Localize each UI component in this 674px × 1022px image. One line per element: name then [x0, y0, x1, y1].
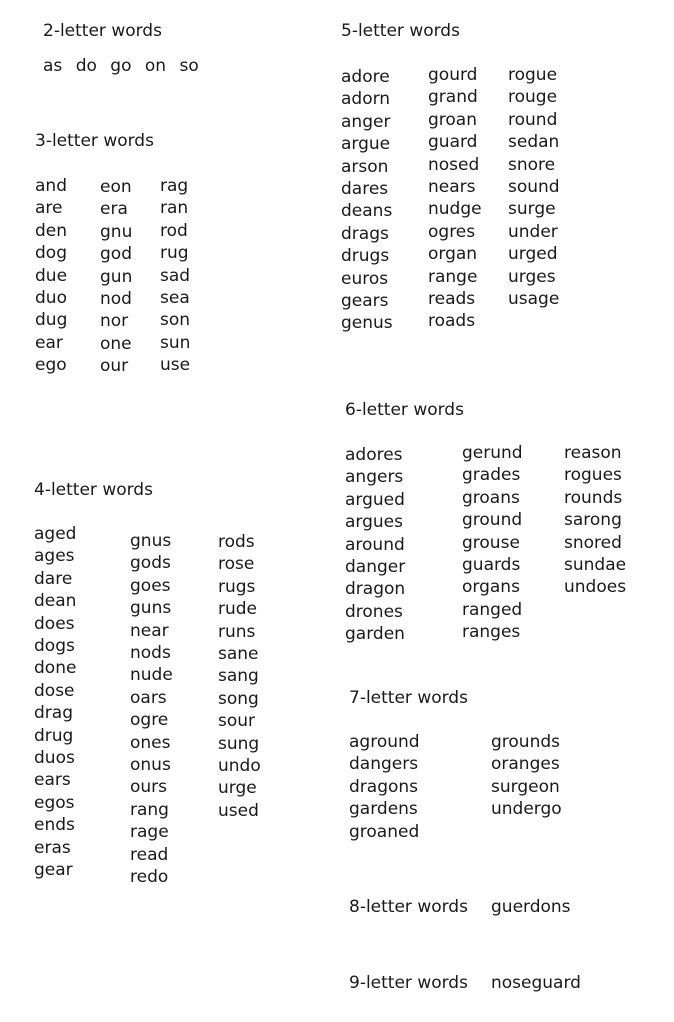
word: gear [34, 860, 73, 881]
word: drugs [341, 246, 390, 267]
word: rag [160, 176, 189, 196]
word-column-6-letter-2 [462, 442, 523, 644]
word: song [218, 688, 259, 709]
word: rude [218, 599, 258, 620]
word-8-letter: guerdons [491, 897, 571, 917]
word-9-letter: noseguard [491, 973, 581, 993]
word: rounds [564, 487, 623, 508]
word-column-3-letter-3 [160, 175, 190, 377]
word: ours [130, 777, 168, 798]
word: guards [462, 555, 521, 576]
word: guard [428, 132, 478, 153]
word: argues [345, 512, 403, 533]
word-column-3-letter-2 [100, 176, 132, 378]
word: ears [34, 770, 71, 791]
heading-9-letter: 9-letter words [349, 973, 468, 993]
word: dragons [349, 776, 419, 797]
heading-7-letter: 7-letter words [349, 688, 468, 708]
word: runs [218, 621, 256, 642]
word: ogre [130, 710, 169, 731]
word: ranged [462, 599, 523, 620]
word: does [34, 613, 75, 634]
word: undoes [564, 577, 627, 598]
word: groan [428, 109, 477, 130]
word: dogs [34, 636, 75, 657]
word-column-4-letter-1 [34, 523, 76, 882]
word: anger [341, 111, 391, 132]
word: adore [341, 67, 390, 87]
word: rouge [508, 87, 558, 108]
heading-4-letter: 4-letter words [34, 480, 153, 500]
word: sung [218, 733, 260, 754]
word: dug [35, 310, 68, 331]
word: round [508, 109, 558, 130]
heading-2-letter: 2-letter words [43, 21, 162, 41]
word: do [75, 56, 97, 76]
word: rug [160, 243, 189, 264]
word: done [34, 658, 77, 679]
word: under [508, 221, 558, 242]
word-column-5-letter-1 [341, 66, 393, 335]
word: on [144, 56, 167, 76]
word: nor [100, 311, 129, 332]
word: and [35, 176, 67, 196]
word: groaned [349, 821, 420, 842]
word-column-7-letter-1 [349, 731, 420, 843]
word: gerund [462, 443, 523, 463]
word: gnus [130, 531, 172, 551]
word: usage [508, 289, 560, 310]
word: roads [428, 311, 476, 332]
word: our [100, 356, 129, 377]
word: drones [345, 601, 403, 622]
word: duos [34, 748, 75, 769]
word: goes [130, 575, 171, 596]
word: surge [508, 199, 556, 220]
word: sane [218, 644, 259, 665]
word: snored [564, 532, 622, 553]
word: dangers [349, 754, 419, 775]
word: ground [462, 510, 523, 531]
word: ones [130, 732, 171, 753]
word: rage [130, 822, 169, 843]
word: dragon [345, 579, 406, 600]
word: sea [160, 288, 190, 309]
word: ear [35, 332, 63, 353]
word: nods [130, 643, 171, 664]
word: are [35, 198, 63, 219]
word: rods [218, 532, 255, 552]
word-column-6-letter-3 [564, 442, 626, 599]
word: read [130, 844, 169, 865]
word: dares [341, 179, 389, 200]
word: ogres [428, 221, 476, 242]
word: rugs [218, 576, 256, 597]
word: sedan [508, 132, 560, 153]
word: rogues [564, 465, 622, 486]
heading-3-letter: 3-letter words [35, 131, 154, 151]
word: drag [34, 703, 73, 724]
word: guns [130, 598, 172, 619]
word: ends [34, 815, 75, 836]
word-column-4-letter-3 [218, 531, 261, 822]
word: sang [218, 666, 259, 687]
word: ran [160, 198, 189, 219]
word: dose [34, 680, 75, 701]
word: god [100, 244, 132, 265]
word: grades [462, 465, 521, 486]
word: sun [160, 332, 191, 353]
word: genus [341, 313, 393, 334]
word: reason [564, 443, 622, 463]
word: gnu [100, 221, 133, 242]
word: duo [35, 288, 67, 309]
word: grand [428, 87, 478, 108]
word-column-3-letter-1 [35, 175, 67, 377]
word-column-5-letter-2 [428, 64, 482, 333]
word: angers [345, 467, 404, 488]
word: use [160, 355, 191, 376]
word: dean [34, 591, 77, 612]
word: reads [428, 289, 476, 310]
word: drug [34, 725, 74, 746]
word: aged [34, 524, 77, 544]
word: rod [160, 220, 188, 241]
heading-8-letter: 8-letter words [349, 897, 468, 917]
word: onus [130, 755, 171, 776]
word: adores [345, 445, 403, 465]
word: adorn [341, 89, 391, 110]
word: so [179, 56, 199, 76]
word: sound [508, 177, 560, 198]
word: gears [341, 291, 389, 312]
word: sour [218, 711, 256, 732]
word: garden [345, 624, 405, 645]
word: euros [341, 268, 389, 289]
word: undergo [491, 799, 562, 820]
word: argued [345, 489, 405, 510]
word: eon [100, 177, 132, 197]
word: ranges [462, 622, 521, 643]
word: go [110, 56, 132, 76]
word-column-7-letter-2 [491, 731, 562, 821]
word: egos [34, 792, 75, 813]
word: oars [130, 687, 167, 708]
word: rogue [508, 65, 558, 85]
word: sundae [564, 555, 627, 576]
word: nudge [428, 199, 482, 220]
word: around [345, 534, 405, 555]
word: gardens [349, 799, 418, 820]
word: era [100, 199, 128, 220]
word: eras [34, 837, 71, 858]
word: rose [218, 554, 255, 575]
word: sad [160, 265, 191, 286]
word: argue [341, 134, 391, 155]
word: range [428, 266, 478, 287]
word: gourd [428, 65, 478, 85]
word-column-6-letter-1 [345, 444, 405, 646]
heading-6-letter: 6-letter words [345, 400, 464, 420]
word: as [43, 56, 63, 76]
word: drags [341, 223, 389, 244]
word: nosed [428, 154, 480, 175]
word: snore [508, 154, 556, 175]
word: ego [35, 355, 67, 376]
word: redo [130, 867, 169, 888]
word: groans [462, 487, 520, 508]
word: den [35, 220, 68, 241]
word: nears [428, 177, 476, 198]
word: used [218, 800, 259, 821]
word: urged [508, 244, 558, 265]
word: aground [349, 732, 420, 752]
heading-5-letter: 5-letter words [341, 21, 460, 41]
word: surgeon [491, 776, 560, 797]
word-column-5-letter-3 [508, 64, 560, 310]
word: nude [130, 665, 173, 686]
word: undo [218, 756, 261, 777]
word: urges [508, 266, 556, 287]
word: dog [35, 243, 67, 264]
word: nod [100, 289, 132, 310]
word: deans [341, 201, 393, 222]
word: son [160, 310, 191, 331]
word: organ [428, 244, 478, 265]
word: one [100, 333, 132, 354]
word: arson [341, 156, 389, 177]
word-list-2-letter [43, 56, 207, 76]
word: due [35, 265, 68, 286]
word-column-4-letter-2 [130, 530, 173, 889]
word: sarong [564, 510, 622, 531]
word: grounds [491, 732, 561, 752]
word: ages [34, 546, 75, 567]
word: near [130, 620, 169, 641]
word: danger [345, 557, 406, 578]
word: urge [218, 778, 257, 799]
word: gun [100, 266, 133, 287]
word: oranges [491, 754, 560, 775]
word: rang [130, 799, 169, 820]
word: gods [130, 553, 171, 574]
word: dare [34, 568, 73, 589]
word: grouse [462, 532, 520, 553]
word: organs [462, 577, 520, 598]
